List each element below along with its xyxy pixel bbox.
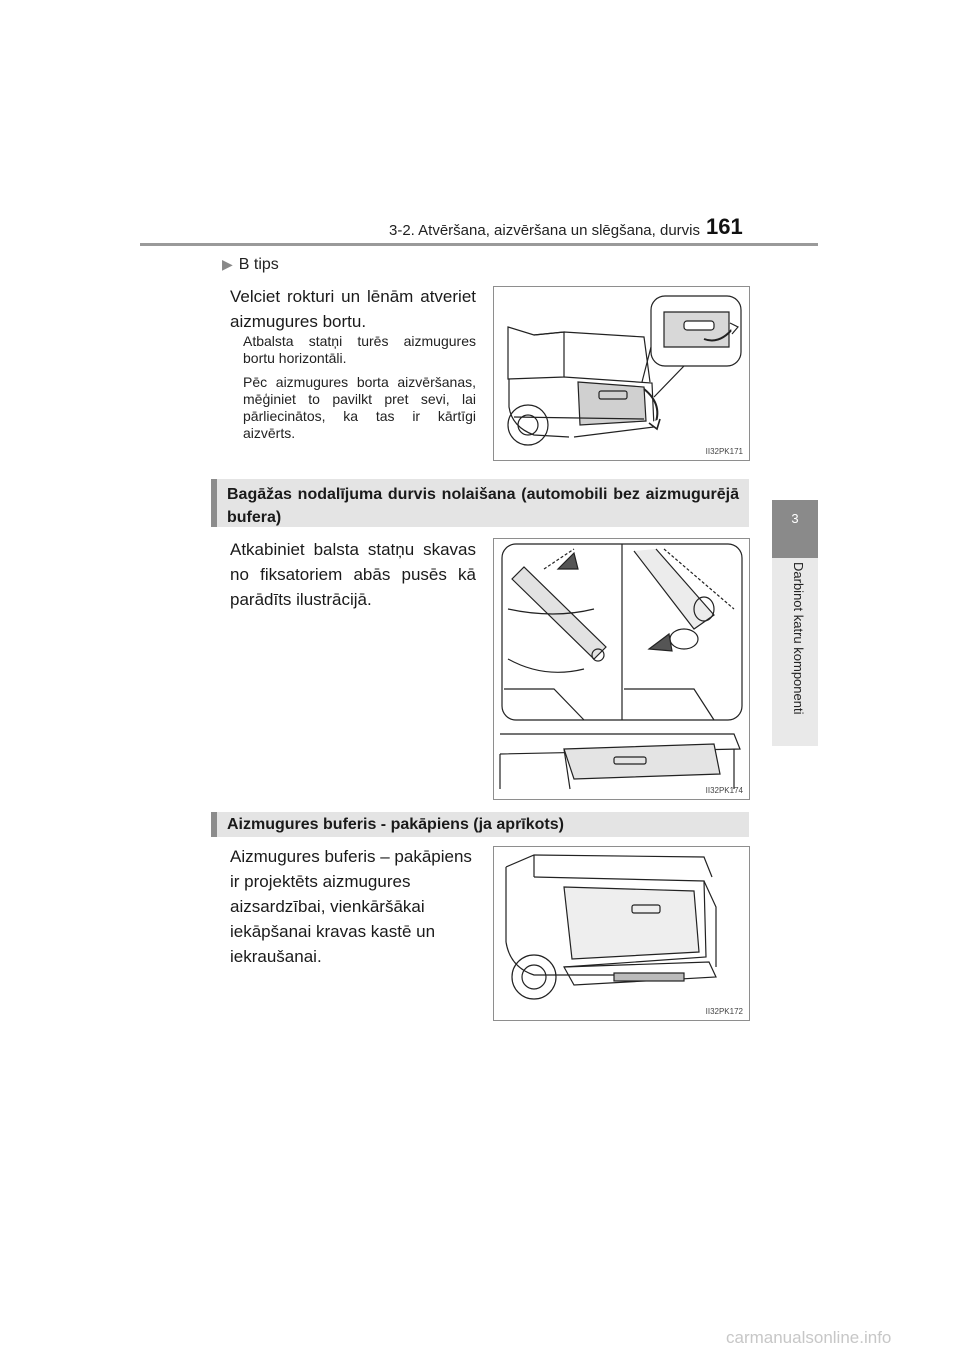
figure-bumper-step bbox=[493, 846, 750, 1021]
figure-support-strut bbox=[493, 538, 750, 800]
lowering-instruction: Atkabiniet balsta statņu skavas no fiksatoriem abās pusēs kā parādīts ilustrācijā. bbox=[230, 540, 476, 609]
pickup-tailgate-illustration bbox=[494, 287, 749, 460]
type-b-instruction: Velciet rokturi un lēnām atveriet aizmugures bortu. bbox=[230, 287, 476, 331]
figure-code: II32PK174 bbox=[705, 786, 743, 795]
chapter-tab: 3 bbox=[772, 500, 818, 558]
bumper-step-description: Aizmugures buferis – pakāpiens ir projektēts aizmugures aizsardzībai, vienkāršākai iekāpšanai kravas kastē un iekraušanai. bbox=[230, 847, 472, 966]
figure-code: II32PK172 bbox=[705, 1007, 743, 1016]
section-heading-lowering: Bagāžas nodalījuma durvis nolaišana (automobili bez aizmugurējā bufera) bbox=[211, 479, 749, 527]
type-b-note-1: Atbalsta statņi turēs aizmugures bortu horizontāli. bbox=[243, 333, 476, 366]
running-header: 3-2. Atvēršana, aizvēršana un slēgšana, durvis bbox=[388, 222, 700, 239]
figure-code: II32PK171 bbox=[705, 447, 743, 456]
type-b-note-2: Pēc aizmugures borta aizvēršanas, mēģiniet to pavilkt pret sevi, lai pārliecinātos, ka tas ir kārtīgi aizvērts. bbox=[243, 374, 476, 441]
type-b-bullet bbox=[222, 256, 279, 274]
bumper-step-illustration bbox=[494, 847, 749, 1020]
strut-release-illustration bbox=[494, 539, 749, 799]
page-number: 161 bbox=[706, 214, 743, 239]
triangle-bullet-icon: ▶ bbox=[222, 256, 233, 272]
figure-tailgate-handle bbox=[493, 286, 750, 461]
chapter-label: Darbinot katru komponenti bbox=[791, 562, 806, 715]
header-rule bbox=[140, 243, 818, 246]
type-b-label: B tips bbox=[238, 256, 279, 273]
section-heading-bumper-step: Aizmugures buferis - pakāpiens (ja aprīkots) bbox=[211, 812, 749, 837]
watermark: carmanualsonline.info bbox=[726, 1328, 892, 1347]
